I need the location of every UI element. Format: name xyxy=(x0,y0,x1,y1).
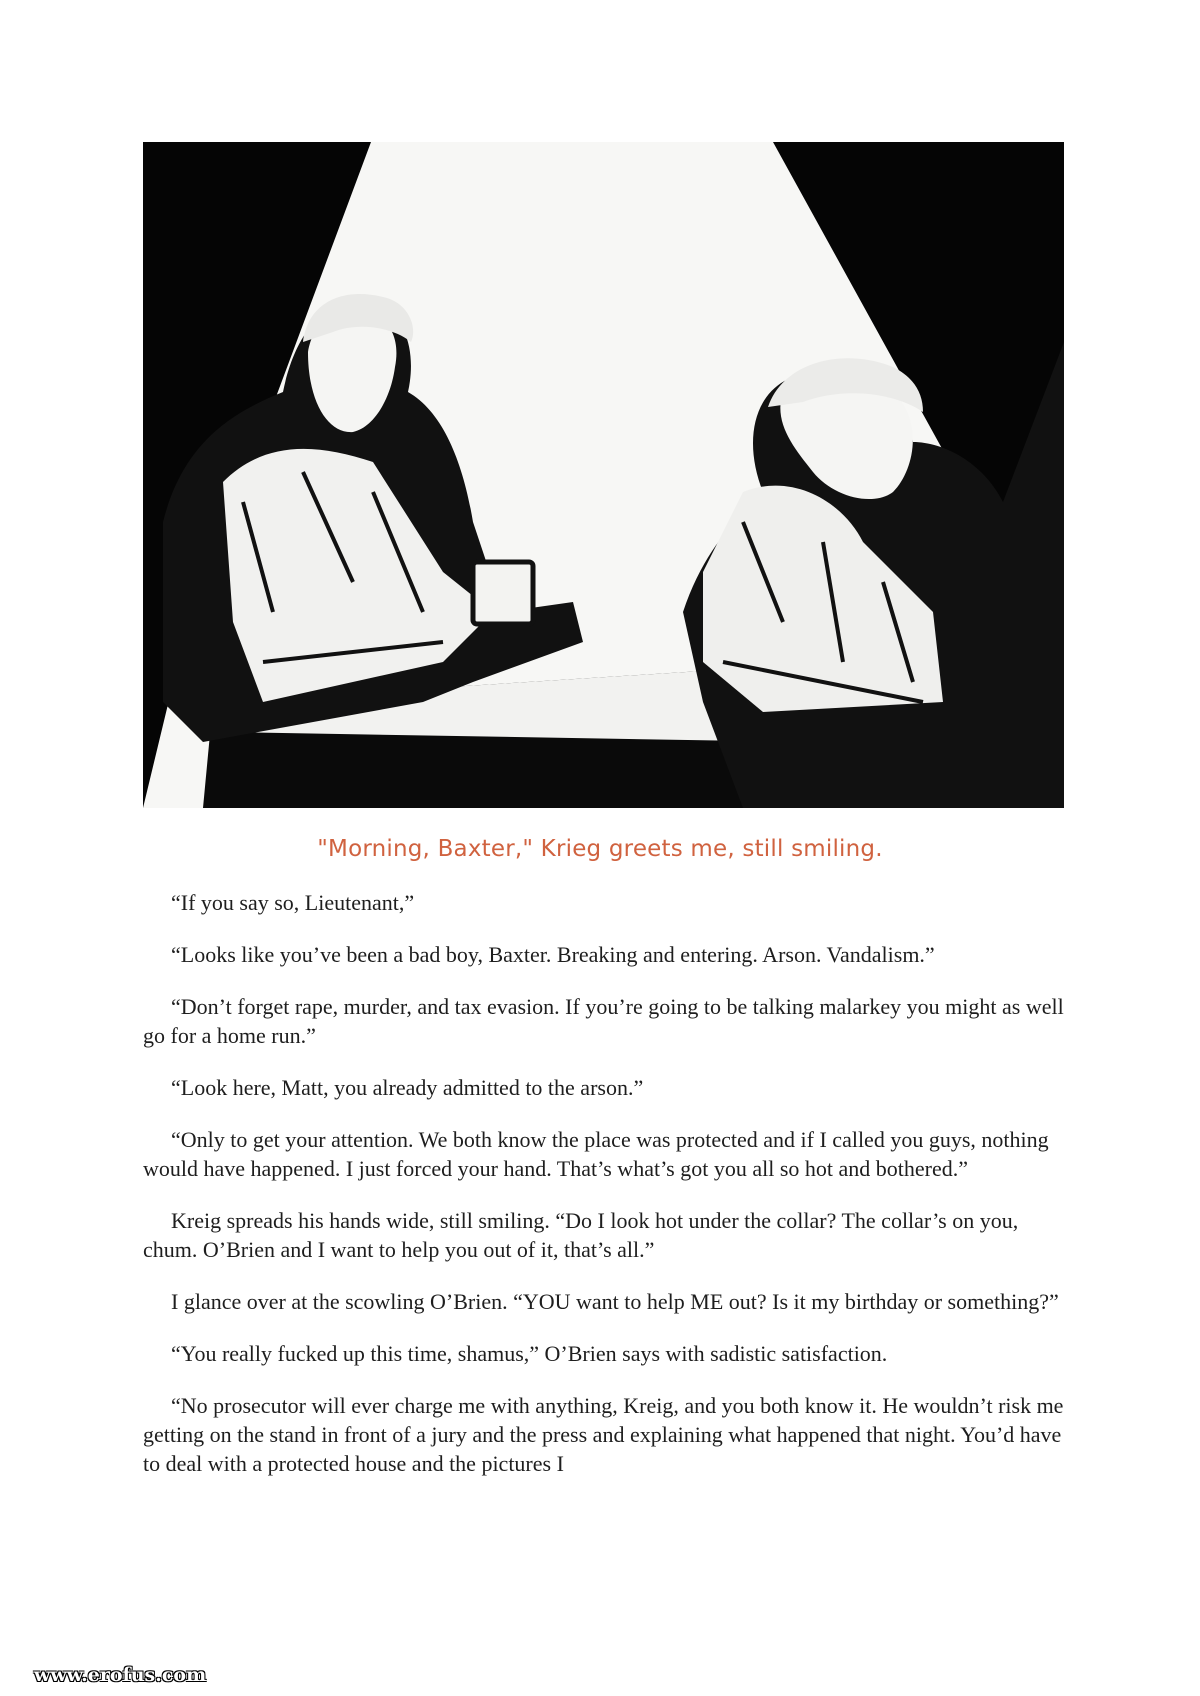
paragraph: “Looks like you’ve been a bad boy, Baxter. Breaking and entering. Arson. Vandalism.” xyxy=(171,942,935,967)
illustration-drawing xyxy=(143,142,1064,808)
illustration-caption: "Morning, Baxter," Krieg greets me, still smiling. xyxy=(317,836,883,862)
story-text xyxy=(143,888,1064,1501)
paragraph: Kreig spreads his hands wide, still smiling. “Do I look hot under the collar? The collar’s on you, chum. O’Brien and I want to help you out of it, that’s all.” xyxy=(143,1208,1019,1262)
paragraph: “Look here, Matt, you already admitted to the arson.” xyxy=(171,1075,644,1100)
paragraph: “Don’t forget rape, murder, and tax evasion. If you’re going to be talking malarkey you might as well go for a home run.” xyxy=(143,994,1064,1048)
paragraph: “Only to get your attention. We both know the place was protected and if I called you guys, nothing would have happened. I just forced your hand. That’s what’s got you all so hot and bothered.” xyxy=(143,1127,1049,1181)
interrogation-illustration xyxy=(143,142,1064,808)
paragraph: I glance over at the scowling O’Brien. “YOU want to help ME out? Is it my birthday or something?” xyxy=(171,1289,1059,1314)
paragraph: “If you say so, Lieutenant,” xyxy=(171,890,415,915)
paragraph: “No prosecutor will ever charge me with anything, Kreig, and you both know it. He wouldn’t risk me getting on the stand in front of a jury and the press and explaining what happened that night. You’d have to deal with a protected house and the pictures I xyxy=(143,1393,1064,1476)
paragraph: “You really fucked up this time, shamus,” O’Brien says with sadistic satisfaction. xyxy=(171,1341,888,1366)
site-watermark: www.erofus.com xyxy=(34,1664,207,1686)
